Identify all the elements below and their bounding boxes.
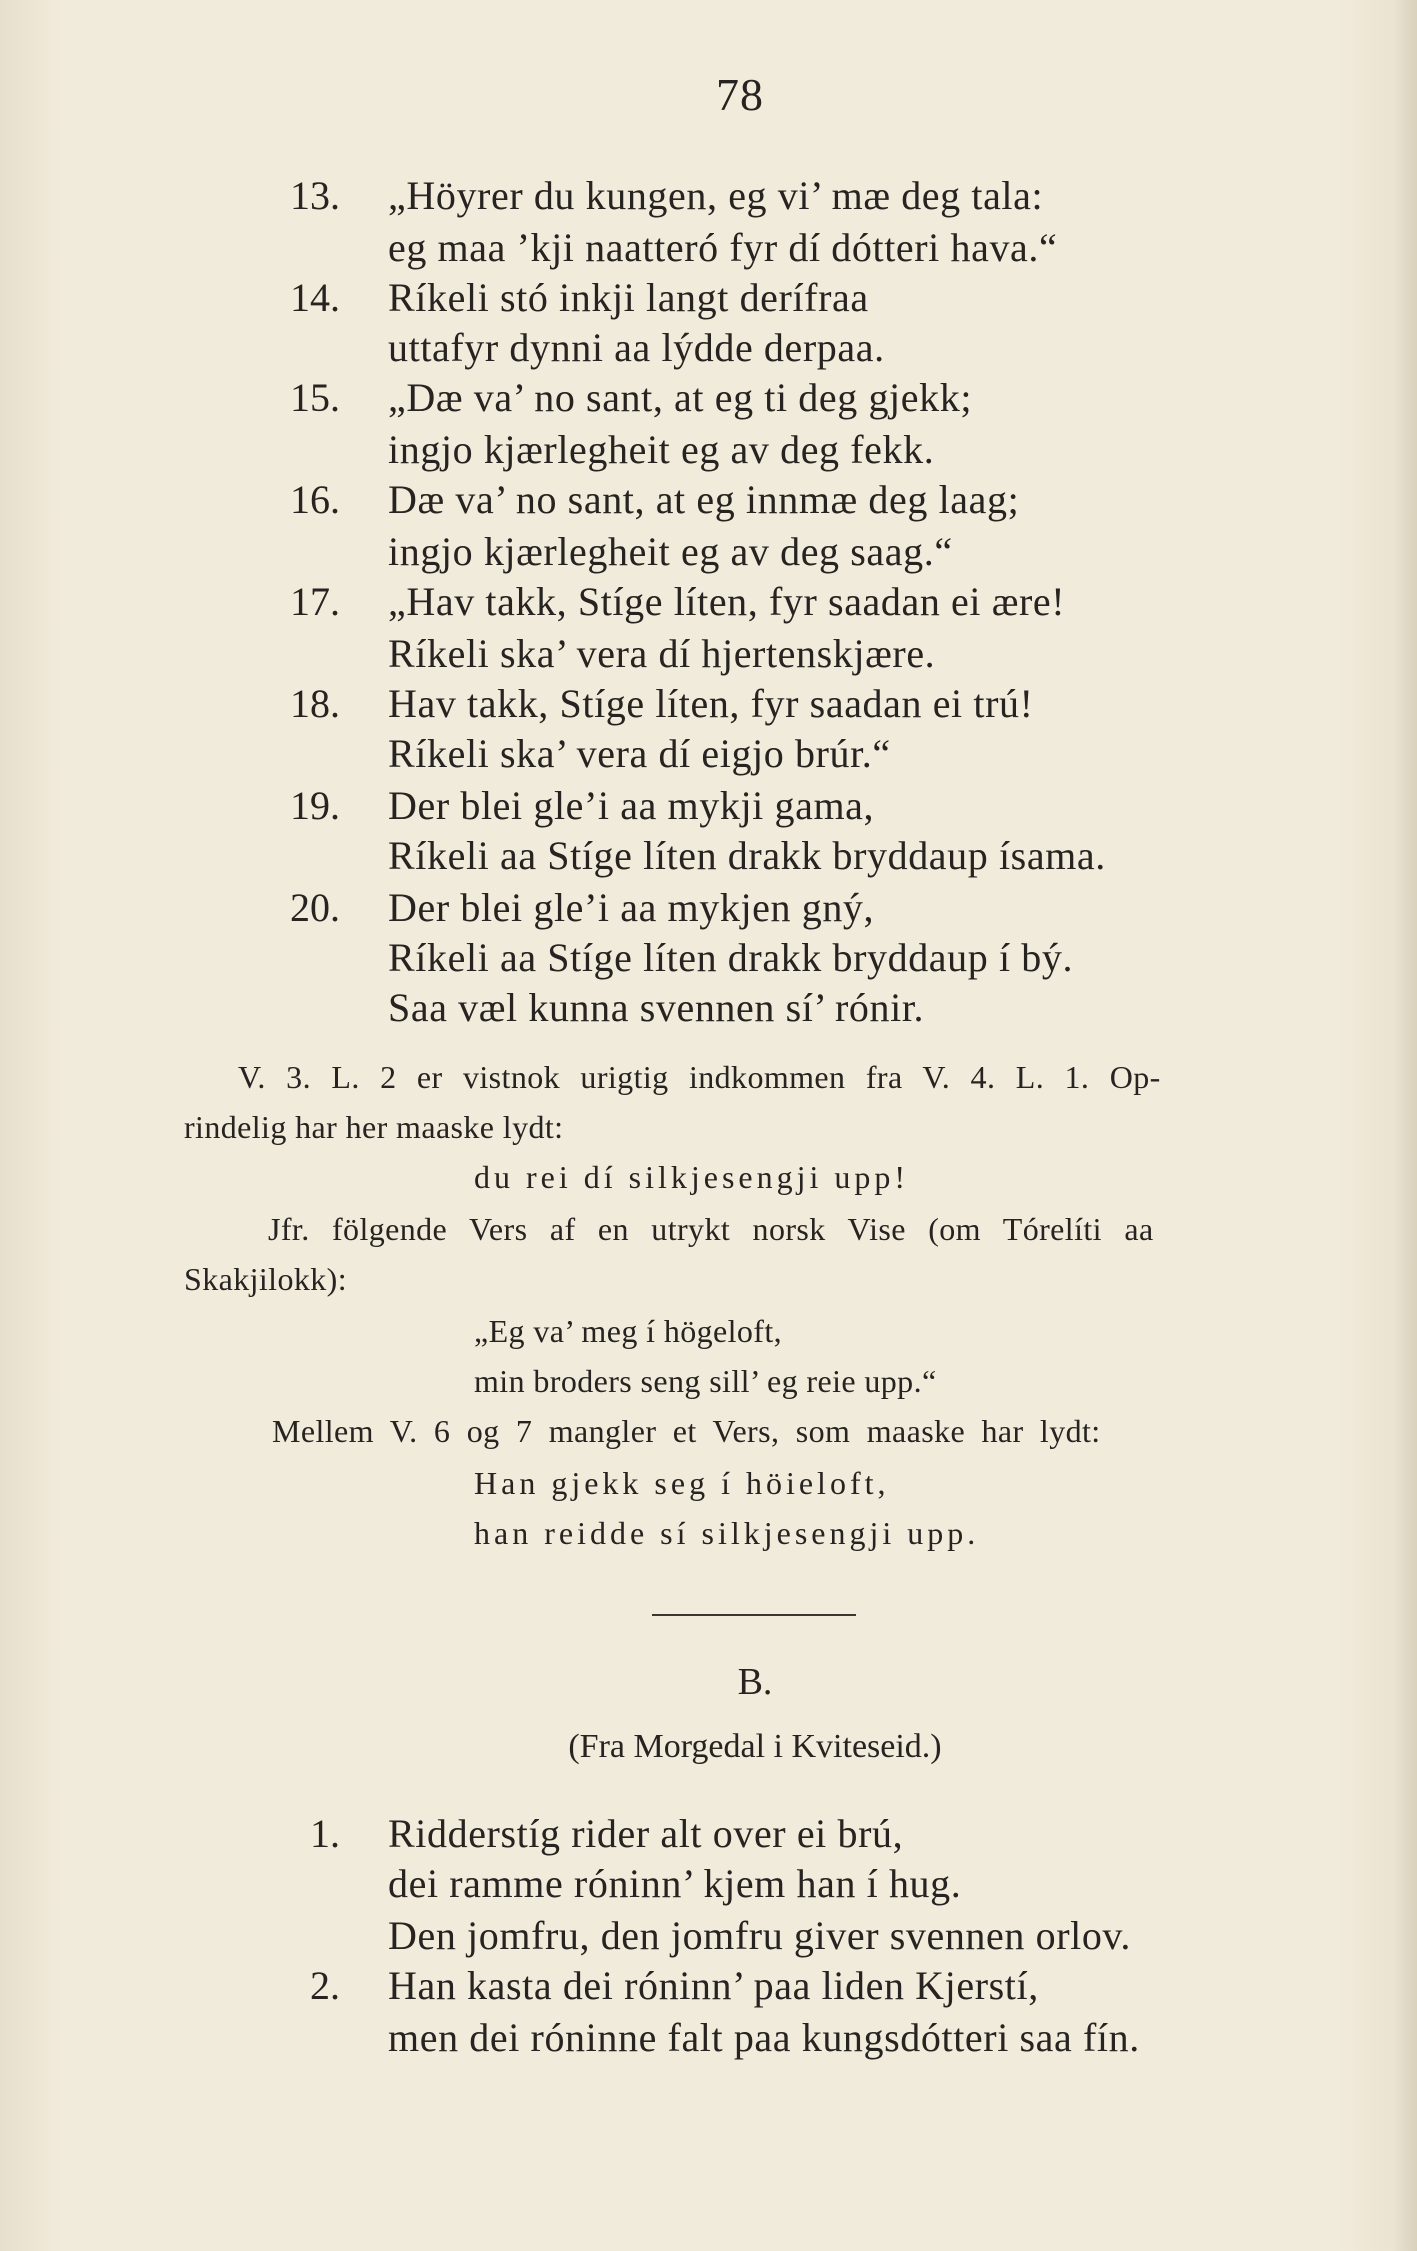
verse-line: ingjo kjærlegheit eg av deg saag.“: [388, 529, 953, 574]
verse-line: ingjo kjærlegheit eg av deg fekk.: [388, 427, 935, 472]
verse-line: „Höyrer du kungen, eg vi’ mæ deg tala:: [388, 173, 1044, 218]
verse-line: „Dæ va’ no sant, at eg ti deg gjekk;: [388, 375, 973, 420]
verse-number: 16.: [290, 477, 340, 522]
note-quote: Han gjekk seg í höieloft,: [474, 1465, 890, 1501]
verse-number: 20.: [290, 885, 340, 930]
section-source: (Fra Morgedal i Kviteseid.): [568, 1728, 942, 1765]
note-line: Skakjilokk):: [184, 1261, 348, 1297]
verse-line: Dæ va’ no sant, at eg innmæ deg laag;: [388, 477, 1020, 522]
verse-line: Ríkeli aa Stíge líten drakk bryddaup ísama.: [388, 833, 1106, 878]
verse-number: 19.: [290, 783, 340, 828]
verse-number: 15.: [290, 375, 340, 420]
page-number: 78: [716, 69, 764, 120]
verse-number: 13.: [290, 173, 340, 218]
verse-line: Ridderstíg rider alt over ei brú,: [388, 1811, 904, 1856]
verse-line: Der blei gle’i aa mykji gama,: [388, 783, 875, 828]
verse-line: Den jomfru, den jomfru giver svennen orlov.: [388, 1913, 1132, 1958]
verse-line: Saa væl kunna svennen sí’ rónir.: [388, 985, 925, 1030]
verse-line: dei ramme róninn’ kjem han í hug.: [388, 1861, 962, 1906]
note-quote: „Eg va’ meg í högeloft,: [474, 1313, 783, 1349]
verse-line: Der blei gle’i aa mykjen gný,: [388, 885, 875, 930]
note-line: Jfr. fölgende Vers af en utrykt norsk Vise (om Tórelíti aa: [268, 1211, 1154, 1247]
note-line: Mellem V. 6 og 7 mangler et Vers, som maaske har lydt:: [272, 1413, 1101, 1449]
verse-number: 2.: [310, 1963, 340, 2008]
verse-number: 1.: [310, 1811, 340, 1856]
note-line: rindelig har her maaske lydt:: [184, 1109, 564, 1145]
note-quote: min broders seng sill’ eg reie upp.“: [474, 1363, 937, 1399]
section-heading: B.: [737, 1661, 773, 1703]
note-quote: du rei dí silkjesengji upp!: [474, 1159, 910, 1195]
verse-line: Ríkeli ska’ vera dí eigjo brúr.“: [388, 731, 891, 776]
verse-number: 14.: [290, 275, 340, 320]
verse-line: men dei róninne falt paa kungsdótteri saa fín.: [388, 2015, 1140, 2060]
verse-number: 18.: [290, 681, 340, 726]
verse-line: eg maa ’kji naatteró fyr dí dótteri hava.“: [388, 225, 1058, 270]
page-edge-shadow: [1393, 0, 1417, 2251]
verse-line: Hav takk, Stíge líten, fyr saadan ei trú!: [388, 681, 1034, 726]
section-divider: [652, 1614, 856, 1616]
note-line: V. 3. L. 2 er vistnok urigtig indkommen fra V. 4. L. 1. Op-: [238, 1059, 1161, 1095]
verse-line: Ríkeli aa Stíge líten drakk bryddaup í bý.: [388, 935, 1074, 980]
verse-line: Ríkeli ska’ vera dí hjertenskjære.: [388, 631, 936, 676]
note-quote: han reidde sí silkjesengji upp.: [474, 1515, 980, 1551]
verse-line: „Hav takk, Stíge líten, fyr saadan ei ære!: [388, 579, 1066, 624]
verse-line: Ríkeli stó inkji langt derífraa: [388, 275, 869, 320]
verse-line: Han kasta dei róninn’ paa liden Kjerstí,: [388, 1963, 1039, 2008]
verse-number: 17.: [290, 579, 340, 624]
verse-line: uttafyr dynni aa lýdde derpaa.: [388, 325, 885, 370]
